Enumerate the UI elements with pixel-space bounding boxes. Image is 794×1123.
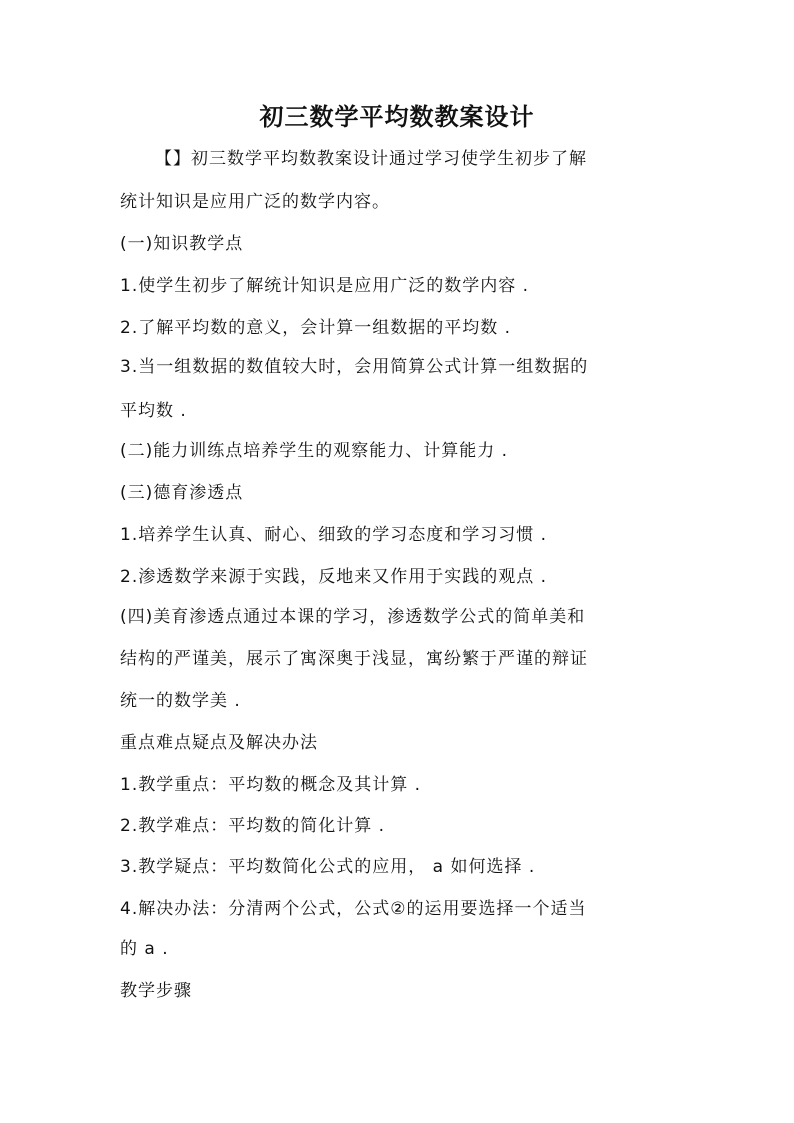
text-line: 2.了解平均数的意义，会计算一组数据的平均数 . — [120, 318, 512, 338]
text-line: 2.渗透数学来源于实践，反地来又作用于实践的观点 . — [120, 567, 548, 587]
section-heading: (三)德育渗透点 — [120, 483, 244, 503]
section-heading: (四)美育渗透点通过本课的学习，渗透数学公式的简单美和 — [120, 607, 586, 627]
text-line: 2.教学难点：平均数的简化计算 . — [120, 816, 386, 836]
document-title: 初三数学平均数教案设计 — [259, 102, 535, 131]
text-line: 【】初三数学平均数教案设计通过学习使学生初步了解 — [155, 149, 587, 169]
text-line: 1.培养学生认真、耐心、细致的学习态度和学习习惯 . — [120, 525, 548, 545]
text-line: 1.教学重点：平均数的概念及其计算 . — [120, 775, 422, 795]
text-line: 4.解决办法：分清两个公式，公式②的运用要选择一个适当 — [120, 899, 587, 919]
section-heading: 教学步骤 — [120, 981, 192, 1001]
text-line: 3.教学疑点：平均数简化公式的应用， a 如何选择 . — [120, 857, 536, 877]
text-line: 的 a . — [120, 939, 169, 959]
section-heading: (二)能力训练点培养学生的观察能力、计算能力 . — [120, 441, 509, 461]
text-line: 3.当一组数据的数值较大时，会用简算公式计算一组数据的 — [120, 357, 589, 377]
section-heading: (一)知识教学点 — [120, 234, 244, 254]
text-line: 平均数 . — [120, 401, 187, 421]
section-heading: 重点难点疑点及解决办法 — [120, 733, 318, 753]
text-line: 1.使学生初步了解统计知识是应用广泛的数学内容 . — [120, 276, 530, 296]
text-line: 统一的数学美 . — [120, 691, 241, 711]
text-line: 统计知识是应用广泛的数学内容。 — [120, 192, 390, 212]
text-line: 结构的严谨美，展示了寓深奥于浅显，寓纷繁于严谨的辩证 — [120, 649, 588, 669]
